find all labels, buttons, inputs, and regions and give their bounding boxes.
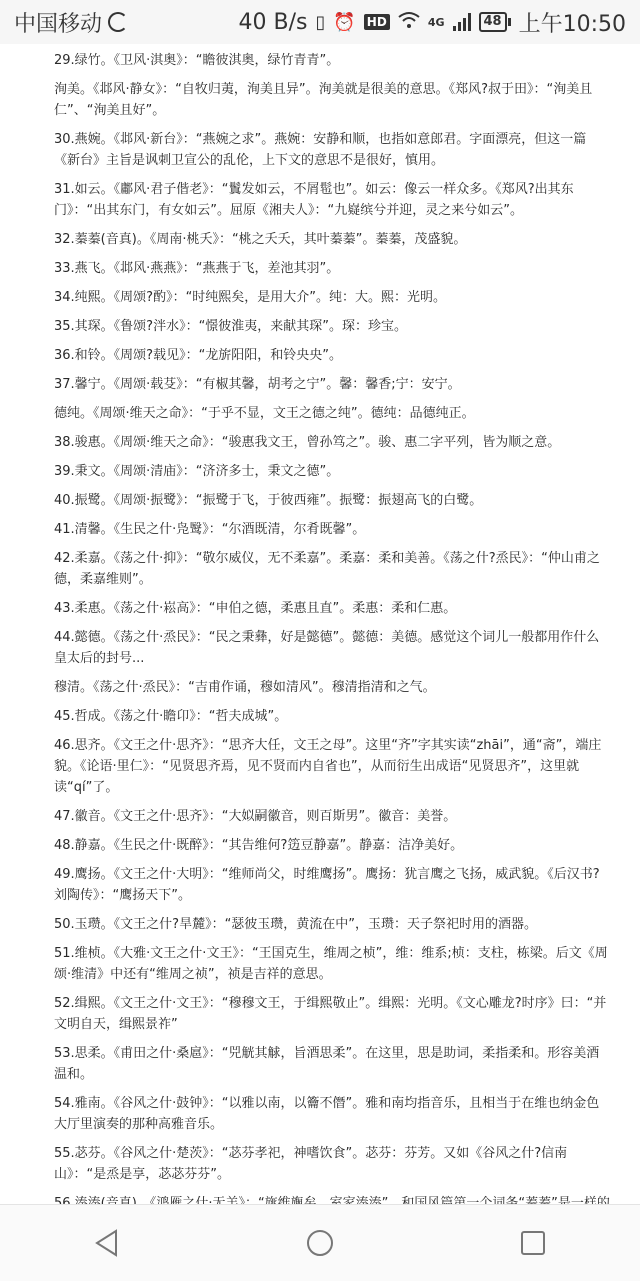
status-bar xyxy=(0,0,640,44)
article-paragraph: 39.秉文。《周颂·清庙》：“济济多士，秉文之德”。 xyxy=(54,464,340,479)
article-paragraph: 33.燕飞。《邶风·燕燕》：“燕燕于飞，差池其羽”。 xyxy=(54,261,340,276)
wifi-icon xyxy=(398,11,420,34)
battery-level: 48 xyxy=(479,12,507,32)
alarm-icon: ⏰ xyxy=(333,11,356,33)
status-right xyxy=(239,7,627,38)
navigation-bar xyxy=(0,1204,640,1281)
vibrate-icon: ▯ xyxy=(315,11,326,33)
battery-icon xyxy=(479,12,511,32)
article-content[interactable] xyxy=(0,44,640,1204)
article-paragraph: 47.徽音。《文王之什·思齐》：“大姒嗣徽音，则百斯男”。徽音：美誉。 xyxy=(54,809,457,824)
article-paragraph: 41.清馨。《生民之什·凫鹥》：“尔酒既清，尔肴既馨”。 xyxy=(54,522,366,537)
article-paragraph: 45.哲成。《荡之什·瞻卬》：“哲夫成城”。 xyxy=(54,709,288,724)
clock: 上午10:50 xyxy=(518,11,626,37)
article-paragraph: 洵美。《邶风·静女》：“自牧归荑，洵美且异”。洵美就是很美的意思。《郑风?叔于田》：“洵美且仁”、“洵美且好”。 xyxy=(54,82,593,118)
article-paragraph: 29.绿竹。《卫风·淇奥》：“瞻彼淇奥，绿竹青青”。 xyxy=(54,53,340,68)
article-paragraph: 46.思齐。《文王之什·思齐》：“思齐大任，文王之母”。这里“齐”字其实读“zhāi”，通“斋”，端庄貌。《论语·里仁》：“见贤思齐焉，见不贤而内自省也”，从而衍生出成语“见贤思齐”，这里就读“qí”了。 xyxy=(54,738,602,795)
back-triangle-icon xyxy=(92,1228,122,1258)
article-paragraph: 穆清。《荡之什·烝民》：“吉甫作诵，穆如清风”。穆清指清和之气。 xyxy=(54,680,436,695)
article-paragraph: 44.懿德。《荡之什·烝民》：“民之秉彝，好是懿德”。懿德：美德。感觉这个词儿一般都用作什么皇太后的封号... xyxy=(54,630,600,666)
status-left xyxy=(14,7,128,38)
article-paragraph: 55.苾芬。《谷风之什·楚茨》：“苾芬孝祀，神嗜饮食”。苾芬：芬芳。又如《谷风之什?信南山》：“是烝是享，苾苾芬芬”。 xyxy=(54,1146,568,1182)
article-paragraph: 34.纯熙。《周颂?酌》：“时纯熙矣，是用大介”。纯：大。熙：光明。 xyxy=(54,290,447,305)
article-paragraph: 30.燕婉。《邶风·新台》：“燕婉之求”。燕婉：安静和顺，也指如意郎君。字面漂亮，但这一篇《新台》主旨是讽刺卫宣公的乱伦，上下文的意思不是很好，慎用。 xyxy=(54,132,587,168)
article-paragraph: 52.缉熙。《文王之什·文王》：“穆穆文王，于缉熙敬止”。缉熙：光明。《文心雕龙?时序》曰：“并文明自天，缉熙景祚” xyxy=(54,996,607,1032)
article-paragraph: 32.蓁蓁(音真)。《周南·桃夭》：“桃之夭夭，其叶蓁蓁”。蓁蓁，茂盛貌。 xyxy=(54,232,467,247)
signal-icon xyxy=(453,13,471,31)
article-paragraph: 37.馨宁。《周颂·载芟》：“有椒其馨，胡考之宁”。馨：馨香;宁：安宁。 xyxy=(54,377,461,392)
article-paragraph: 36.和铃。《周颂?载见》：“龙旂阳阳，和铃央央”。 xyxy=(54,348,343,363)
hd-icon: HD xyxy=(364,14,390,30)
article-paragraph: 51.维桢。《大雅·文王之什·文王》：“王国克生，维周之桢”，维：维系;桢：支柱，栋梁。后文《周颂·维清》中还有“维周之祯”，祯是吉祥的意思。 xyxy=(54,946,608,982)
network-speed: 40 B/s xyxy=(238,9,308,35)
article-paragraph: 31.如云。《鄘风·君子偕老》：“鬒发如云，不屑髢也”。如云：像云一样众多。《郑风?出其东门》：“出其东门，有女如云”。屈原《湘夫人》：“九嶷缤兮并迎，灵之来兮如云”。 xyxy=(54,182,574,218)
recents-square-icon xyxy=(518,1228,548,1258)
article-paragraph: 54.雅南。《谷风之什·鼓钟》：“以雅以南，以籥不僭”。雅和南均指音乐，且相当于在维也纳金色大厅里演奏的那种高雅音乐。 xyxy=(54,1096,600,1132)
article-paragraph: 35.其琛。《鲁颂?泮水》：“憬彼淮夷，来献其琛”。琛：珍宝。 xyxy=(54,319,408,334)
article-paragraph: 38.骏惠。《周颂·维天之命》：“骏惠我文王，曾孙笃之”。骏、惠二字平列，皆为顺之意。 xyxy=(54,435,561,450)
article-paragraph: 43.柔惠。《荡之什·崧高》：“申伯之德，柔惠且直”。柔惠：柔和仁惠。 xyxy=(54,601,457,616)
article-paragraph: 50.玉瓒。《文王之什?旱麓》：“瑟彼玉瓒，黄流在中”，玉瓒：天子祭祀时用的酒器。 xyxy=(54,917,538,932)
article-paragraph: 42.柔嘉。《荡之什·抑》：“敬尔威仪，无不柔嘉”。柔嘉：柔和美善。《荡之什?烝民》：“仲山甫之德，柔嘉维则”。 xyxy=(54,551,600,587)
loading-spinner-icon xyxy=(108,12,128,32)
article-paragraph: 49.鹰扬。《文王之什·大明》：“维师尚父，时维鹰扬”。鹰扬：犹言鹰之飞扬，威武貌。《后汉书?刘陶传》：“鹰扬天下”。 xyxy=(54,867,600,903)
recents-button[interactable] xyxy=(503,1213,563,1273)
article-paragraph: 40.振鹭。《周颂·振鹭》：“振鹭于飞，于彼西雍”。振鹭：振翅高飞的白鹭。 xyxy=(54,493,483,508)
carrier-label: 中国移动 xyxy=(14,11,103,37)
article-paragraph: 53.思柔。《甫田之什·桑扈》：“兕觥其觩，旨酒思柔”。在这里，思是助词，柔指柔和。形容美酒温和。 xyxy=(54,1046,600,1082)
article-paragraph: 德纯。《周颂·维天之命》：“于乎不显，文王之德之纯”。德纯：品德纯正。 xyxy=(54,406,475,421)
back-button[interactable] xyxy=(77,1213,137,1273)
home-circle-icon xyxy=(305,1228,335,1258)
home-button[interactable] xyxy=(290,1213,350,1273)
article-paragraph: 48.静嘉。《生民之什·既醉》：“其告维何?笾豆静嘉”。静嘉：洁净美好。 xyxy=(54,838,464,853)
network-type: 4G xyxy=(427,15,445,29)
